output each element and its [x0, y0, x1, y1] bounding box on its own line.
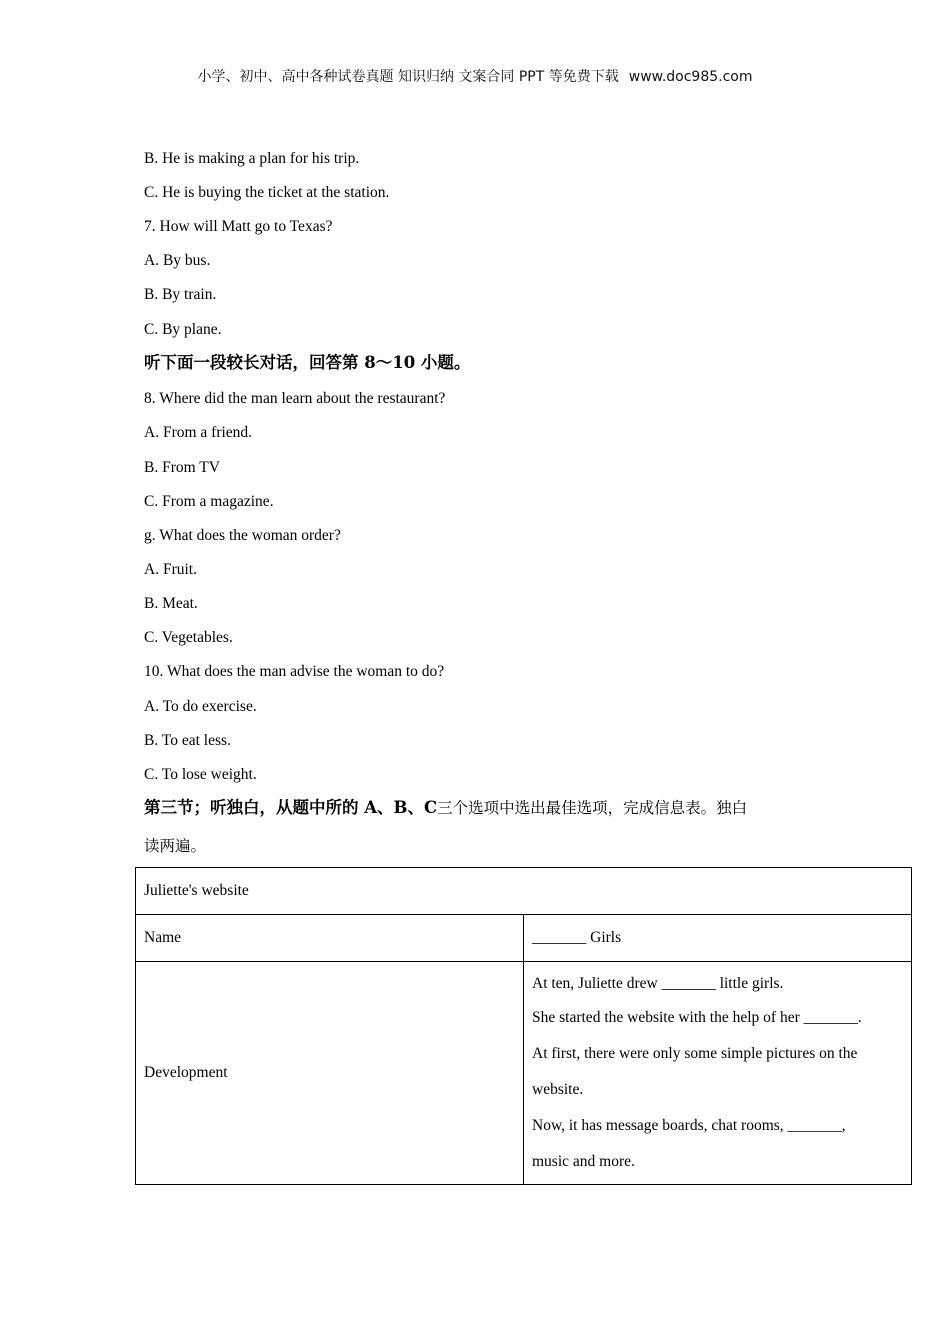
- section-instruction: 听下面一段较长对话，回答第 8～10 小题。: [144, 353, 471, 372]
- option-8a: A. From a friend.: [144, 424, 253, 441]
- question-9: g. What does the woman order?: [144, 527, 341, 544]
- section3-heading: [144, 798, 747, 819]
- section3-line2: 读两遍。: [144, 837, 207, 855]
- option-7a: A. By bus.: [144, 252, 211, 269]
- option-10a: A. To do exercise.: [144, 698, 257, 715]
- option-10b: B. To eat less.: [144, 732, 231, 749]
- section3-normal: 三个选项中选出最佳选项，完成信息表。独白: [437, 799, 748, 817]
- header-text: 小学、初中、高中各种试卷真题 知识归纳 文案合同 PPT 等免费下载: [197, 69, 619, 85]
- option-8c: C. From a magazine.: [144, 493, 274, 510]
- dev-line: Now, it has message boards, chat rooms, _______,: [532, 1117, 846, 1134]
- development-content: [524, 962, 912, 1185]
- question-10: 10. What does the man advise the woman to do?: [144, 663, 445, 680]
- option-8b: B. From TV: [144, 459, 220, 476]
- name-label: Name: [136, 915, 524, 962]
- question-8: 8. Where did the man learn about the restaurant?: [144, 390, 446, 407]
- dev-line: At first, there were only some simple pictures on the: [532, 1045, 858, 1062]
- option-7b: B. By train.: [144, 286, 217, 303]
- section3-bold: 第三节；听独白，从题中所的 A、B、C: [144, 798, 438, 817]
- option-9a: A. Fruit.: [144, 561, 197, 578]
- header-url: www.doc985.com: [628, 69, 753, 85]
- option-9b: B. Meat.: [144, 595, 198, 612]
- option-9c: C. Vegetables.: [144, 629, 233, 646]
- name-value: _______ Girls: [524, 915, 912, 962]
- development-label: Development: [136, 962, 524, 1185]
- option-10c: C. To lose weight.: [144, 766, 257, 783]
- question-7: 7. How will Matt go to Texas?: [144, 218, 333, 235]
- dev-line: At ten, Juliette drew _______ little girls.: [532, 975, 784, 992]
- dev-line: website.: [532, 1081, 584, 1098]
- dev-line: She started the website with the help of her _______.: [532, 1009, 862, 1026]
- page-header: [0, 66, 950, 86]
- table-title: Juliette's website: [136, 868, 912, 915]
- info-table: [135, 867, 912, 1185]
- dev-line: music and more.: [532, 1153, 635, 1170]
- option-7c: C. By plane.: [144, 321, 222, 338]
- option-6b: B. He is making a plan for his trip.: [144, 150, 360, 167]
- option-6c: C. He is buying the ticket at the station.: [144, 184, 390, 201]
